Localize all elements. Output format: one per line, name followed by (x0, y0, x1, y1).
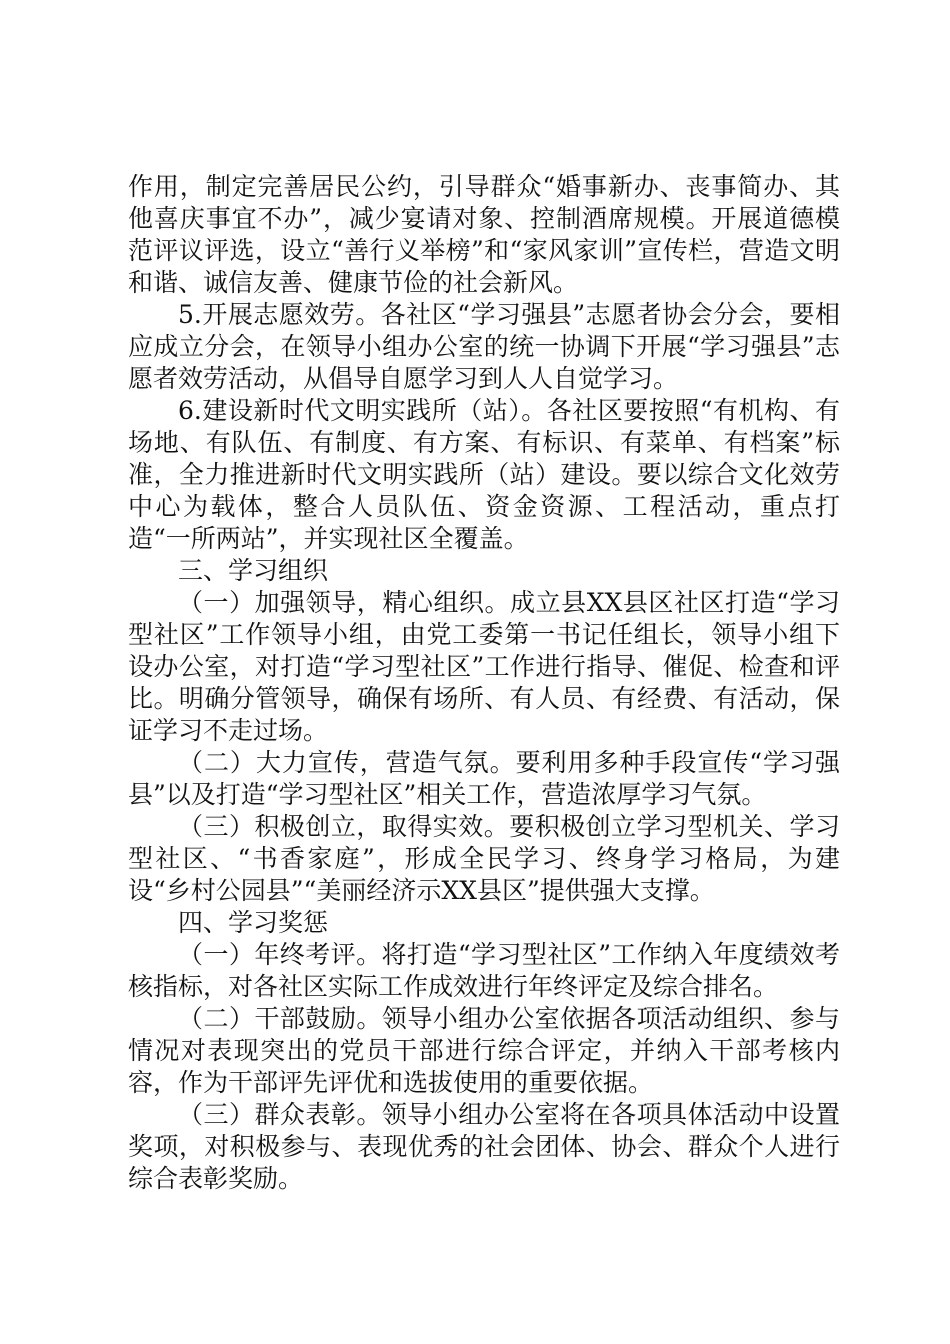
paragraph-leadership: （一）加强领导，精心组织。成立县XX县区社区打造“学习型社区”工作领导小组，由党工委第一书记任组长，领导小组下设办公室，对打造“学习型社区”工作进行指导、催促、检查和评比。明确分管领导，确保有场所、有人员、有经费、有活动，保证学习不走过场。 (128, 588, 840, 745)
paragraph-year-end-evaluation: （一）年终考评。将打造“学习型社区”工作纳入年度绩效考核指标，对各社区实际工作成效进行年终评定及综合排名。 (128, 940, 840, 1001)
document-body (128, 171, 840, 1195)
section-heading-rewards-penalties: 四、学习奖惩 (178, 908, 329, 937)
paragraph-cadre-encouragement: （二）干部鼓励。领导小组办公室依据各项活动组织、参与情况对表现突出的党员干部进行综合评定，并纳入干部考核内容，作为干部评先评优和选拔使用的重要依据。 (128, 1004, 840, 1097)
paragraph-public-commendation: （三）群众表彰。领导小组办公室将在各项具体活动中设置奖项，对积极参与、表现优秀的社会团体、协会、群众个人进行综合表彰奖励。 (128, 1100, 840, 1193)
paragraph-creation: （三）积极创立，取得实效。要积极创立学习型机关、学习型社区、“书香家庭”，形成全民学习、终身学习格局，为建设“乡村公园县”“美丽经济示XX县区”提供强大支撑。 (128, 812, 840, 905)
paragraph-practice-station: 6.建设新时代文明实践所（站）。各社区要按照“有机构、有场地、有队伍、有制度、有方案、有标识、有菜单、有档案”标准，全力推进新时代文明实践所（站）建设。要以综合文化效劳中心为载体，整合人员队伍、资金资源、工程活动，重点打造“一所两站”，并实现社区全覆盖。 (128, 396, 840, 553)
paragraph-civilization-customs: 作用，制定完善居民公约，引导群众“婚事新办、丧事简办、其他喜庆事宜不办”，减少宴请对象、控制酒席规模。开展道德模范评议评选，设立“善行义举榜”和“家风家训”宣传栏，营造文明和谐、诚信友善、健康节俭的社会新风。 (128, 172, 840, 297)
section-heading-study-organization: 三、学习组织 (178, 556, 329, 585)
paragraph-volunteer-service: 5.开展志愿效劳。各社区“学习强县”志愿者协会分会，要相应成立分会，在领导小组办公室的统一协调下开展“学习强县”志愿者效劳活动，从倡导自愿学习到人人自觉学习。 (128, 300, 840, 393)
paragraph-publicity: （二）大力宣传，营造气氛。要利用多种手段宣传“学习强县”以及打造“学习型社区”相关工作，营造浓厚学习气氛。 (128, 748, 840, 809)
